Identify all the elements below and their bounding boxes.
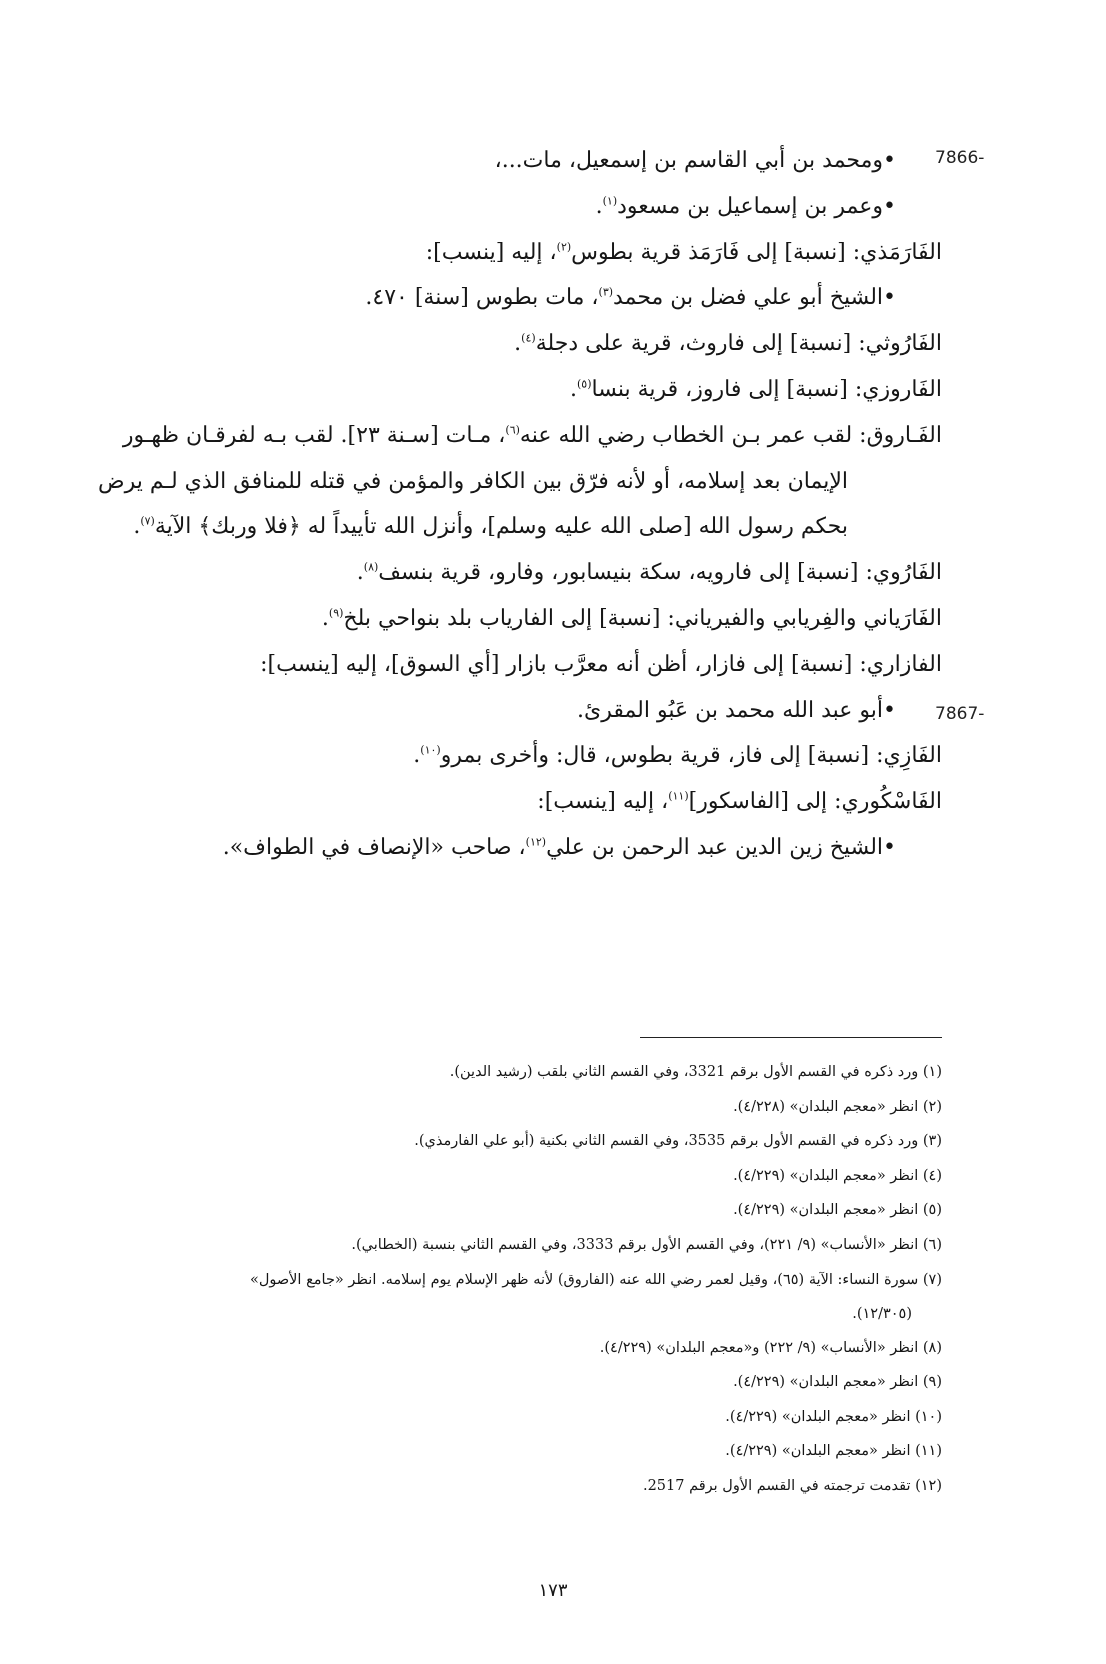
text-line: الفَارُوثي: [نسبة] إلى فاروث، قرية على دجلة$^{(٤)}$. [514, 331, 942, 357]
footnote-ref: (١٠) [420, 744, 441, 758]
footnote-ref: (٦) [505, 423, 520, 437]
text-line: بحكم رسول الله [صلى الله عليه وسلم]، وأنزل الله تأييداً له ﴿فلا وربك﴾ الآية$^{(٧)}$. [133, 514, 848, 540]
footnote: (١) ورد ذكره في القسم الأول برقم 3321، وفي القسم الثاني بلقب (رشيد الدين). [449, 1064, 942, 1080]
text-line: •الشيخ زين الدين عبد الرحمن بن علي$^{(١٢)}$، صاحب «الإنصاف في الطواف». [222, 834, 896, 860]
page-number: ١٧٣ [538, 1580, 568, 1601]
text-line: الفَارُوي: [نسبة] إلى فارويه، سكة بنيسابور، وفارو، قرية بنسف$^{(٨)}$. [356, 560, 942, 586]
footnote: (٩) انظر «معجم البلدان» (٤/٢٢٩). [733, 1374, 942, 1391]
text-line: الفَازِي: [نسبة] إلى فاز، قرية بطوس، قال: وأخرى بمرو$^{(١٠)}$. [413, 743, 942, 769]
footnote-ref: (٩) [328, 606, 344, 620]
text-line: الفَاسْكُوري: إلى [الفاسكور]$^{(١١)}$، إليه [ينسب]: [537, 789, 942, 815]
main-text [98, 138, 942, 871]
text-line: الفَارَياني والفِريابي والفيرياني: [نسبة] إلى الفارياب بلد بنواحي بلخ$^{(٩)}$. [321, 605, 942, 631]
footnote-ref: (٥) [577, 377, 592, 391]
footnotes [110, 1055, 942, 1504]
text-line: •أبو عبد الله محمد بن عَبُو المقرئ. [576, 697, 896, 723]
text-line: •وعمر بن إسماعيل بن مسعود$^{(١)}$. [595, 193, 896, 219]
entry-number: 7866- [935, 148, 985, 168]
footnote: (١٢) تقدمت ترجمته في القسم الأول برقم 2517. [642, 1477, 942, 1494]
footnote: (٣) ورد ذكره في القسم الأول برقم 3535، وفي القسم الثاني بكنية (أبو علي الفارمذي). [414, 1133, 942, 1150]
footnote-ref: (١) [602, 194, 618, 208]
text-line: •الشيخ أبو علي فضل بن محمد$^{(٣)}$، مات بطوس [سنة] ٤٧٠. [365, 285, 896, 311]
footnote-ref: (٨) [363, 560, 379, 574]
footnote: (٨) انظر «الأنساب» (٩/ ٢٢٢) و«معجم البلدان» (٤/٢٢٩). [599, 1339, 942, 1356]
footnote: (١٠) انظر «معجم البلدان» (٤/٢٢٩). [725, 1408, 942, 1425]
text-line: الفَارَمَذي: [نسبة] إلى فَارَمَذ قرية بطوس$^{(٢)}$، إليه [ينسب]: [425, 239, 942, 265]
footnote-ref: (٤) [521, 331, 536, 345]
footnote-divider [640, 1037, 942, 1038]
footnote-ref: (٧) [140, 515, 155, 529]
footnote-ref: (١٢) [525, 835, 547, 849]
footnote: (١١) انظر «معجم البلدان» (٤/٢٢٩). [725, 1443, 942, 1460]
text-line: الفَاروزي: [نسبة] إلى فاروز، قرية بنسا$^{(٥)}$. [570, 376, 942, 402]
footnote: (٢) انظر «معجم البلدان» (٤/٢٢٨). [733, 1098, 942, 1115]
text-line: •ومحمد بن أبي القاسم بن إسمعيل، مات...، [494, 148, 896, 173]
footnote-ref: (٢) [556, 240, 572, 254]
footnote-continuation: (١٢/٣٠٥). [852, 1305, 912, 1322]
footnote: (٧) سورة النساء: الآية (٦٥)، وقيل لعمر رضي الله عنه (الفاروق) لأنه ظهر الإسلام يوم إسلامه. انظر «جامع الأصول» [249, 1271, 942, 1288]
footnote: (٦) انظر «الأنساب» (٩/ ٢٢١)، وفي القسم الأول برقم 3333، وفي القسم الثاني بنسبة (الخطابي). [351, 1236, 942, 1253]
footnote-ref: (١١) [668, 789, 689, 803]
footnote: (٤) انظر «معجم البلدان» (٤/٢٢٩). [733, 1167, 942, 1184]
text-line: الفَـاروق: لقب عمر بـن الخطاب رضي الله عنه$^{(٦)}$، مـات [سـنة ٢٣]. لقب بـه لفرقـان ظهـور [122, 422, 942, 448]
text-line: الإيمان بعد إسلامه، أو لأنه فرّق بين الكافر والمؤمن في قتله للمنافق الذي لـم يرض [98, 468, 848, 494]
footnote: (٥) انظر «معجم البلدان» (٤/٢٢٩). [733, 1202, 942, 1219]
text-line: الفازاري: [نسبة] إلى فازار، أظن أنه معرَّب بازار [أي السوق]، إليه [ينسب]: [260, 651, 942, 677]
entry-number: 7867- [935, 704, 985, 724]
footnote-ref: (٣) [598, 286, 614, 300]
